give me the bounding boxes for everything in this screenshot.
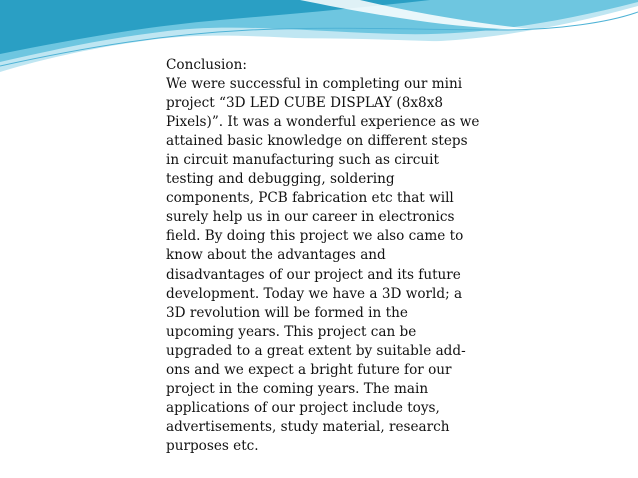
- paragraph-line: We were successful in completing our mini: [166, 76, 463, 93]
- paragraph-line: upgraded to a great extent by suitable add-: [166, 342, 466, 359]
- conclusion-text-block: [166, 56, 480, 456]
- paragraph-line: advertisements, study material, research: [166, 418, 450, 435]
- paragraph-line: project in the coming years. The main: [166, 380, 429, 397]
- paragraph-line: attained basic knowledge on different steps: [166, 133, 468, 150]
- paragraph-line: upcoming years. This project can be: [166, 323, 417, 340]
- paragraph-line: in circuit manufacturing such as circuit: [166, 152, 439, 169]
- paragraph-line: project “3D LED CUBE DISPLAY (8x8x8: [166, 95, 444, 112]
- paragraph-line: purposes etc.: [166, 437, 259, 454]
- paragraph-line: know about the advantages and: [166, 247, 386, 264]
- paragraph-line: 3D revolution will be formed in the: [166, 304, 408, 321]
- paragraph-line: testing and debugging, soldering: [166, 171, 395, 188]
- paragraph-line: development. Today we have a 3D world; a: [166, 285, 463, 302]
- paragraph-line: field. By doing this project we also came to: [166, 228, 464, 245]
- paragraph-line: applications of our project include toys,: [166, 399, 440, 416]
- paragraph-line: components, PCB fabrication etc that will: [166, 190, 454, 207]
- paragraph-line: Pixels)”. It was a wonderful experience as we: [166, 114, 480, 131]
- paragraph-line: disadvantages of our project and its future: [166, 266, 461, 283]
- paragraph-line: ons and we expect a bright future for our: [166, 361, 452, 378]
- paragraph-line: surely help us in our career in electronics: [166, 209, 455, 226]
- conclusion-heading: Conclusion:: [166, 57, 247, 73]
